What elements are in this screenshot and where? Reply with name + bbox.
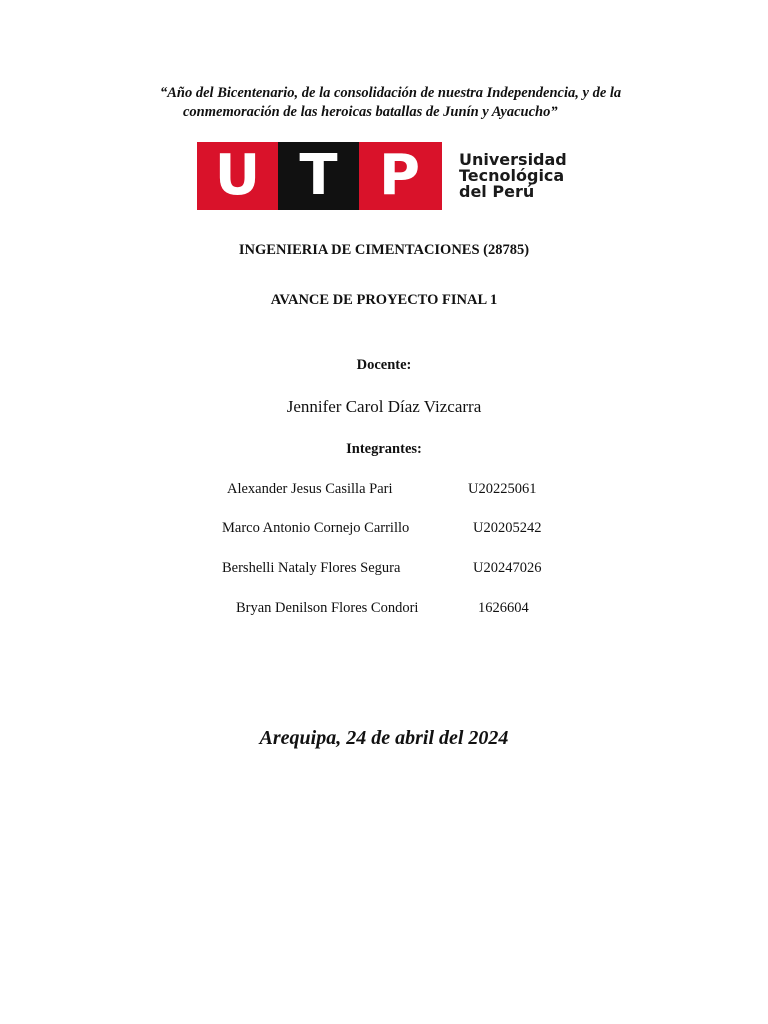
course-title: INGENIERIA DE CIMENTACIONES (28785)	[238, 242, 530, 258]
logo-letter-t: T	[299, 143, 338, 208]
logo-name-line-1: Universidad	[459, 150, 567, 169]
member-code: U20225061	[468, 481, 537, 497]
deliverable-title: AVANCE DE PROYECTO FINAL 1	[270, 292, 498, 308]
docente-label: Docente:	[356, 357, 412, 373]
motto-line-1: “Año del Bicentenario, de la consolidación de nuestra Independencia, y de la	[160, 85, 622, 101]
logo-letter-p: P	[378, 143, 421, 208]
utp-logo	[197, 142, 577, 210]
place-date: Arequipa, 24 de abril del 2024	[259, 727, 509, 749]
member-name: Bryan Denilson Flores Condori	[236, 600, 419, 616]
member-name: Bershelli Nataly Flores Segura	[222, 560, 401, 576]
member-name: Marco Antonio Cornejo Carrillo	[222, 520, 410, 536]
institutional-motto	[160, 84, 680, 122]
logo-letter-u: U	[214, 143, 261, 208]
member-code: U20205242	[473, 520, 542, 536]
logo-university-name	[459, 152, 589, 200]
member-name: Alexander Jesus Casilla Pari	[227, 481, 393, 497]
logo-name-line-3: del Perú	[459, 182, 535, 201]
motto-line-2: conmemoración de las heroicas batallas de Junín y Ayacucho”	[183, 104, 558, 120]
docente-name: Jennifer Carol Díaz Vizcarra	[286, 397, 482, 416]
integrantes-label: Integrantes:	[346, 441, 422, 457]
member-code: U20247026	[473, 560, 542, 576]
logo-name-line-2: Tecnológica	[459, 166, 565, 185]
member-code: 1626604	[478, 600, 529, 616]
